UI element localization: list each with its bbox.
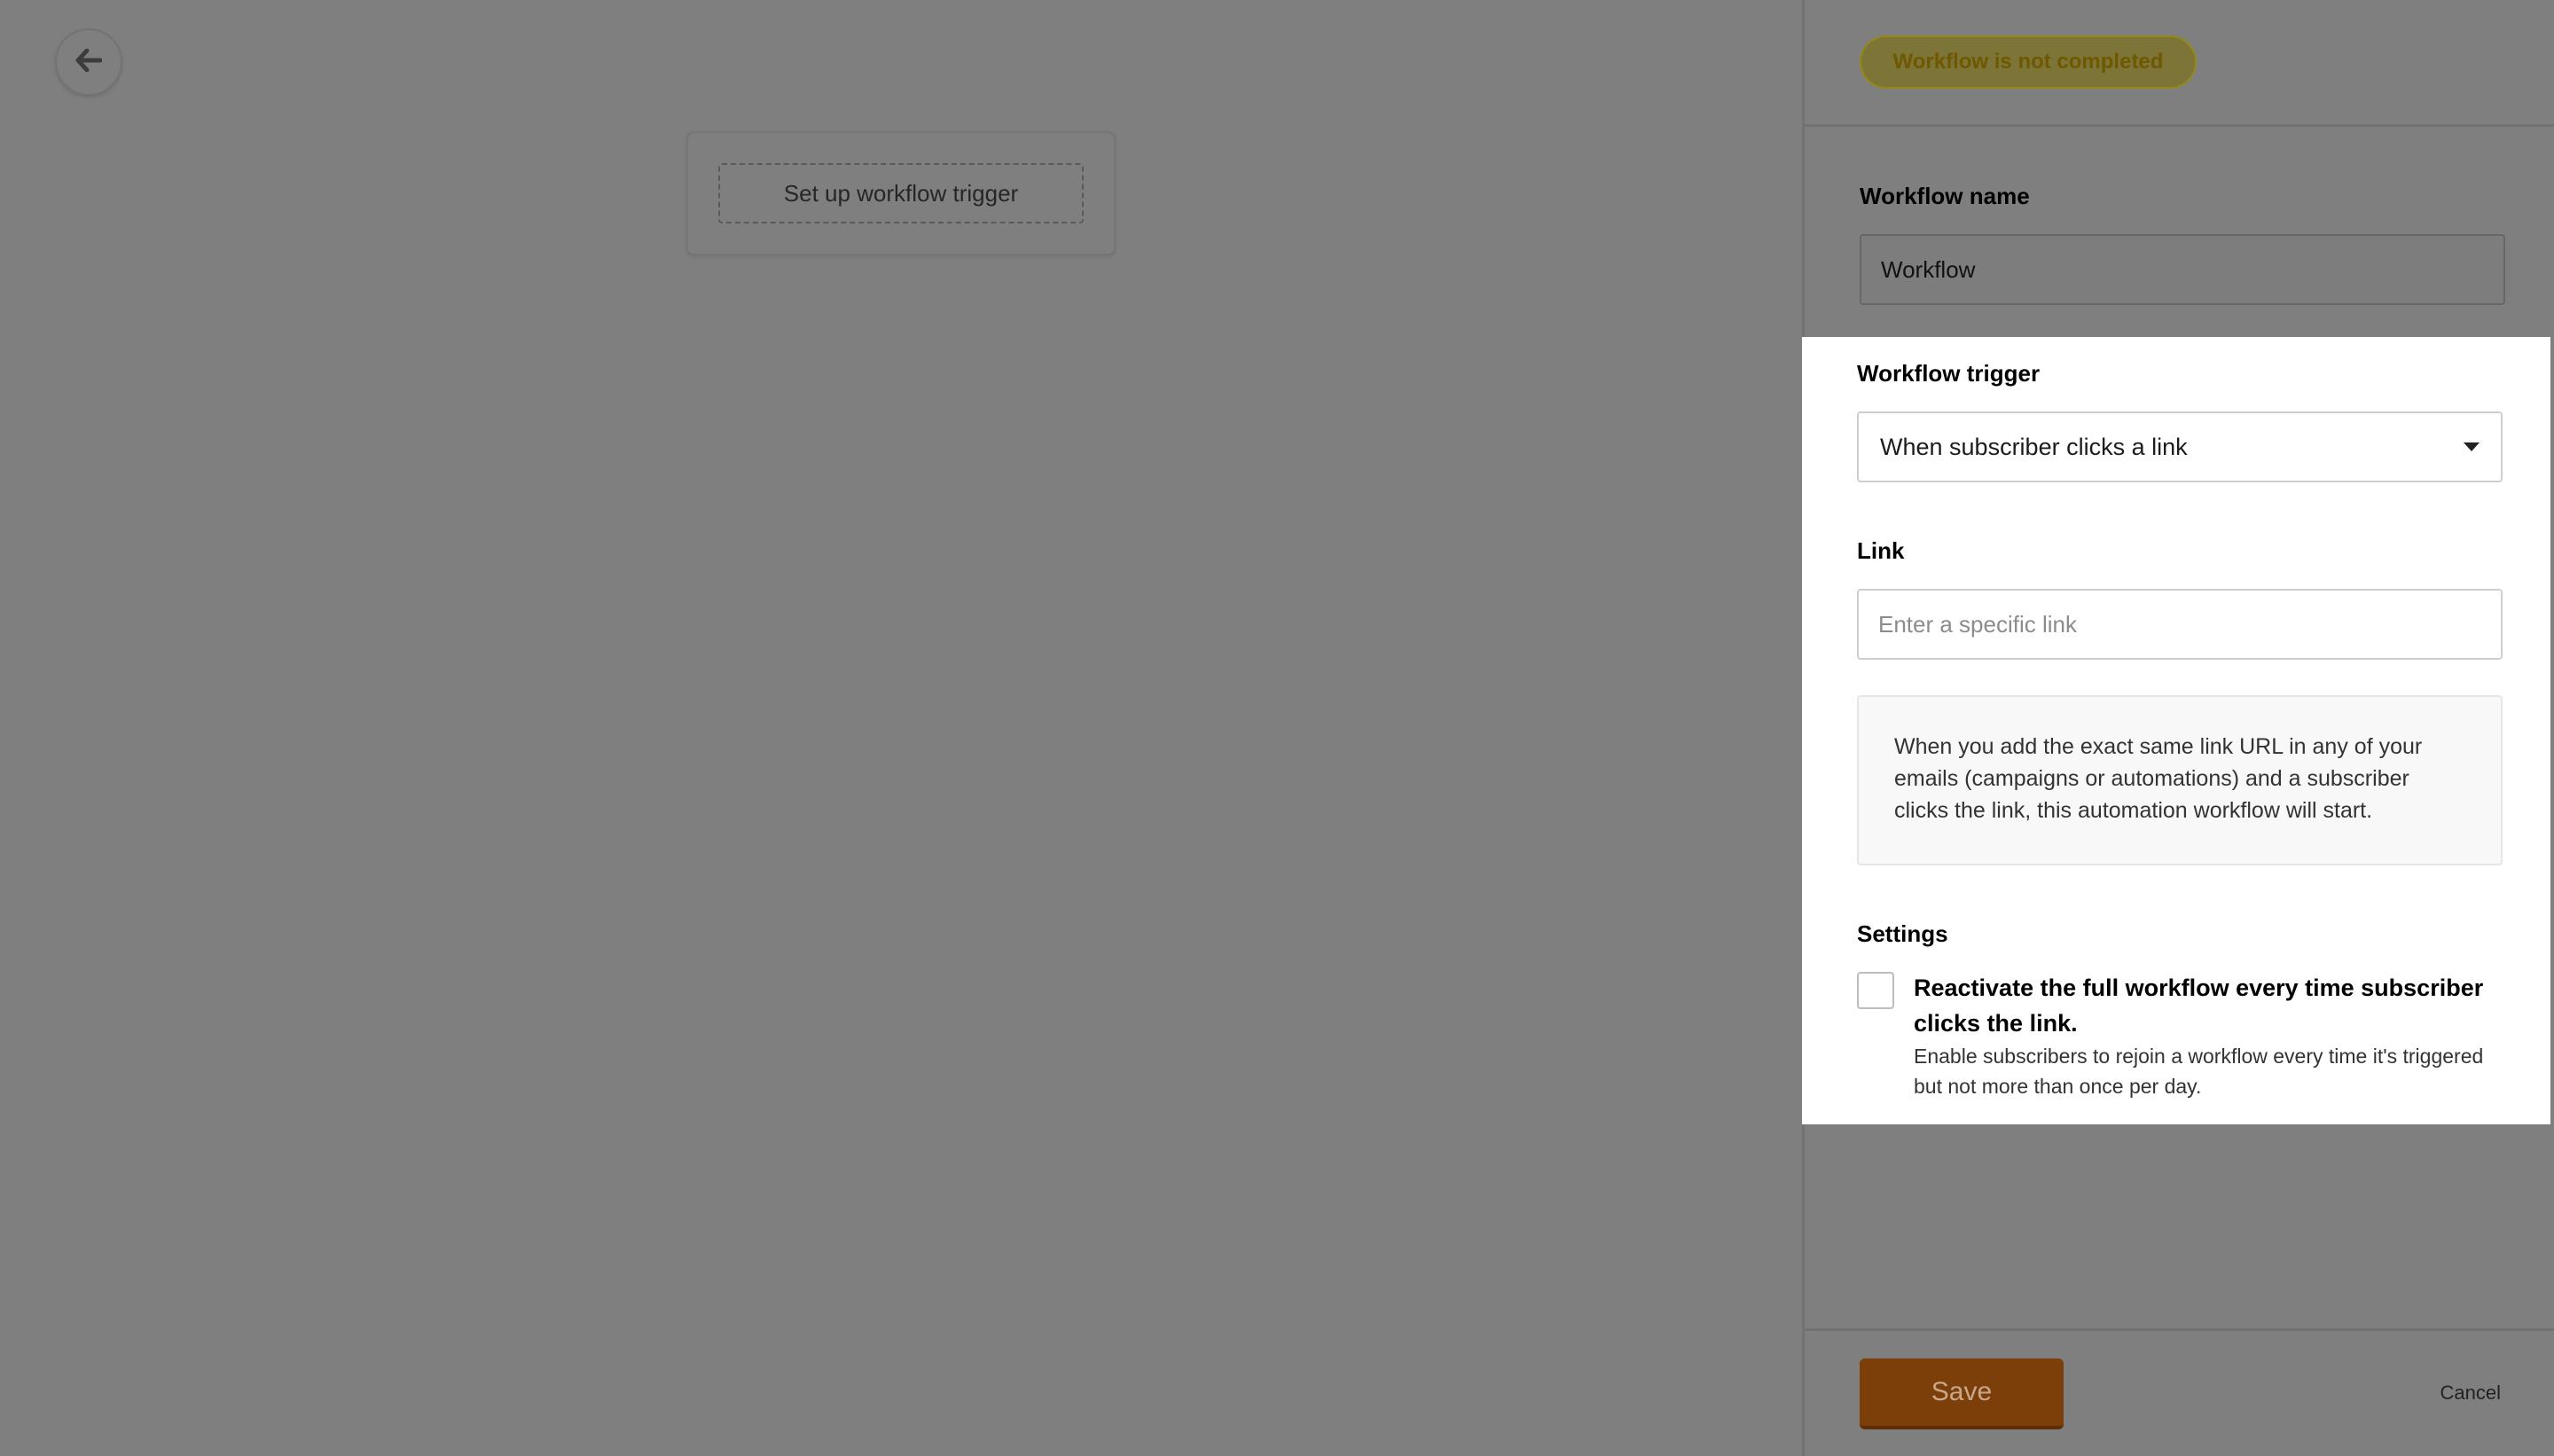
reactivate-title[interactable]: Reactivate the full workflow every time subscriber clicks the link. — [1914, 975, 2484, 1037]
set-up-trigger-button[interactable]: Set up workflow trigger — [718, 163, 1084, 223]
settings-label: Settings — [1857, 920, 1948, 947]
trigger-config-section — [1802, 337, 2550, 1124]
link-input[interactable]: Enter a specific link — [1857, 589, 2503, 660]
back-button[interactable] — [55, 28, 122, 96]
reactivate-checkbox[interactable] — [1857, 972, 1894, 1009]
save-button[interactable]: Save — [1860, 1358, 2064, 1429]
link-info-text: When you add the exact same link URL in any of your emails (campaigns or automations) and a subscriber clicks the link, this automation workflow will start. — [1894, 734, 2423, 823]
chevron-down-icon — [2464, 442, 2480, 451]
header-divider — [1805, 124, 2554, 127]
link-label: Link — [1857, 537, 1905, 564]
workflow-trigger-card — [686, 131, 1116, 255]
arrow-left-icon — [75, 49, 102, 76]
workflow-trigger-select[interactable] — [1857, 411, 2503, 482]
cancel-button[interactable]: Cancel — [2440, 1382, 2501, 1404]
workflow-trigger-label: Workflow trigger — [1857, 360, 2041, 387]
reactivate-description: Enable subscribers to rejoin a workflow every time it's triggered but not more than once per day. — [1914, 1045, 2484, 1098]
status-badge: Workflow is not completed — [1860, 35, 2197, 89]
workflow-trigger-selected-value: When subscriber clicks a link — [1880, 433, 2188, 460]
link-info-box — [1857, 695, 2503, 865]
workflow-name-input[interactable]: Workflow — [1860, 234, 2505, 305]
workflow-name-label: Workflow name — [1860, 183, 2030, 209]
footer-divider — [1805, 1328, 2554, 1331]
